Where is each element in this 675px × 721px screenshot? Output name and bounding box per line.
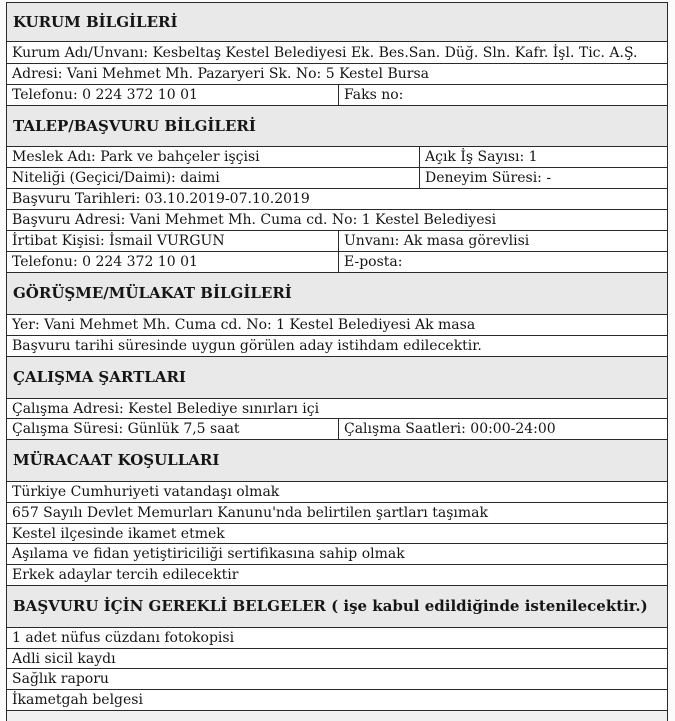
kurum-faks: Faks no: xyxy=(338,85,667,105)
talep-meslek-row xyxy=(7,146,667,167)
list-item xyxy=(7,502,667,523)
gorusme-yeri: Yer: Vani Mehmet Mh. Cuma cd. No: 1 Kestel Belediyesi Ak masa xyxy=(12,317,476,333)
section-header-gorusme xyxy=(7,272,667,314)
section-header-belgeler xyxy=(7,585,667,627)
section-title: KURUM BİLGİLERİ xyxy=(13,12,178,31)
list-item xyxy=(7,668,667,689)
table-bottom-strip xyxy=(7,710,667,721)
talep-telefon: Telefonu: 0 224 372 10 01 xyxy=(12,254,198,270)
gorusme-aciklama-row xyxy=(7,335,667,356)
kurum-adi: Kurum Adı/Unvanı: Kesbeltaş Kestel Belediyesi Ek. Bes.San. Düğ. Sln. Kafr. İşl. Tic. A.Ş. xyxy=(12,44,638,61)
acik-is-sayisi: Açık İş Sayısı: 1 xyxy=(419,147,667,167)
job-posting-form xyxy=(6,2,668,721)
section-header-calisma xyxy=(7,356,667,398)
calisma-adresi: Çalışma Adresi: Kestel Belediye sınırları içi xyxy=(12,400,320,417)
talep-nitelik-row xyxy=(7,167,667,188)
calisma-suresi: Çalışma Süresi: Günlük 7,5 saat xyxy=(12,421,240,437)
section-header-muracaat xyxy=(7,439,667,481)
gorusme-yer-row xyxy=(7,314,667,335)
list-item xyxy=(7,648,667,668)
talep-adres-row xyxy=(7,209,667,230)
kurum-telefon-row xyxy=(7,84,667,105)
kosul-text: Kestel ilçesinde ikamet etmek xyxy=(12,525,225,542)
list-item xyxy=(7,564,667,585)
talep-irtibat-row xyxy=(7,230,667,251)
calisma-saatleri: Çalışma Saatleri: 00:00-24:00 xyxy=(338,419,667,439)
gorusme-aciklama: Başvuru tarihi süresinde uygun görülen aday istihdam edilecektir. xyxy=(12,338,482,354)
section-title: GÖRÜŞME/MÜLAKAT BİLGİLERİ xyxy=(13,284,292,302)
section-title: TALEP/BAŞVURU BİLGİLERİ xyxy=(13,116,256,135)
kosul-text: Türkiye Cumhuriyeti vatandaşı olmak xyxy=(12,484,280,500)
section-title: BAŞVURU İÇİN GEREKLİ BELGELER ( işe kabul edildiğinde istenilecektir.) xyxy=(13,597,648,615)
eposta: E-posta: xyxy=(338,252,667,272)
belge-text: İkametgah belgesi xyxy=(12,692,143,708)
talep-tarih-row xyxy=(7,188,667,209)
section-header-kurum xyxy=(7,2,667,41)
list-item xyxy=(7,543,667,564)
kurum-adres-row xyxy=(7,63,667,84)
list-item xyxy=(7,523,667,543)
kosul-text: 657 Sayılı Devlet Memurları Kanunu'nda belirtilen şartları taşımak xyxy=(12,505,488,521)
unvan: Unvanı: Ak masa görevlisi xyxy=(338,231,667,251)
nitelik: Niteliği (Geçici/Daimi): daimi xyxy=(12,170,220,186)
section-header-talep xyxy=(7,105,667,146)
list-item xyxy=(7,689,667,710)
belge-text: Adli sicil kaydı xyxy=(12,650,116,667)
kurum-adi-row xyxy=(7,41,667,63)
section-title: ÇALIŞMA ŞARTLARI xyxy=(13,368,186,386)
calisma-sure-row xyxy=(7,418,667,439)
section-title: MÜRACAAT KOŞULLARI xyxy=(13,451,220,469)
kosul-text: Erkek adaylar tercih edilecektir xyxy=(12,567,239,583)
belge-text: 1 adet nüfus cüzdanı fotokopisi xyxy=(12,630,235,646)
belge-text: Sağlık raporu xyxy=(12,671,109,687)
meslek-adi: Meslek Adı: Park ve bahçeler işçisi xyxy=(12,149,260,165)
kosul-text: Aşılama ve fidan yetiştiriciliği sertifikasına sahip olmak xyxy=(12,546,405,562)
kurum-adres: Adresi: Vani Mehmet Mh. Pazaryeri Sk. No: 5 Kestel Bursa xyxy=(12,66,429,82)
basvuru-tarihleri: Başvuru Tarihleri: 03.10.2019-07.10.2019 xyxy=(12,191,310,207)
basvuru-adresi: Başvuru Adresi: Vani Mehmet Mh. Cuma cd. No: 1 Kestel Belediyesi xyxy=(12,212,497,228)
kurum-telefon: Telefonu: 0 224 372 10 01 xyxy=(12,87,198,103)
list-item xyxy=(7,627,667,648)
calisma-adres-row xyxy=(7,398,667,418)
deneyim-suresi: Deneyim Süresi: - xyxy=(419,168,667,188)
irtibat-kisisi: İrtibat Kişisi: İsmail VURGUN xyxy=(12,233,225,249)
talep-telefon-row xyxy=(7,251,667,272)
list-item xyxy=(7,481,667,502)
